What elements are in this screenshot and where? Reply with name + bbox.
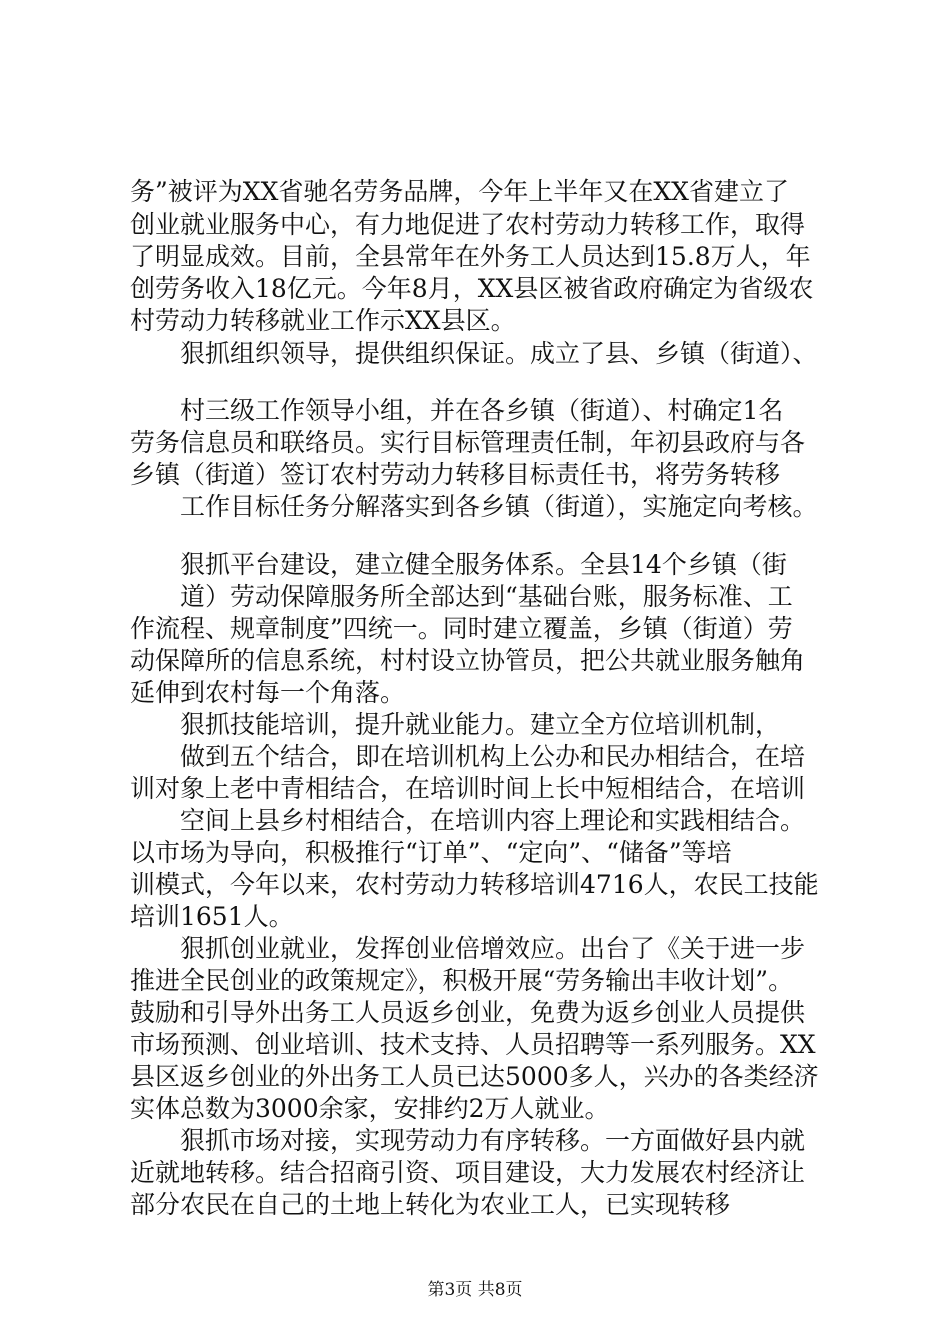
text-line: 了明显成效。目前，全县常年在外务工人员达到15.8万人，年 — [130, 242, 811, 271]
text-line: 村三级工作领导小组，并在各乡镇（街道）、村确定1名 — [180, 396, 784, 425]
text-line: 延伸到农村每一个角落。 — [130, 678, 406, 707]
text-line: 务”被评为XX省驰名劳务品牌，今年上半年又在XX省建立了 — [130, 177, 789, 206]
text-line: 做到五个结合，即在培训机构上公办和民办相结合，在培 — [180, 742, 806, 771]
text-line: 道）劳动保障服务所全部达到“基础台账，服务标准、工 — [180, 582, 793, 611]
text-line: 培训1651人。 — [130, 902, 294, 931]
text-line: 狠抓技能培训，提升就业能力。建立全方位培训机制， — [180, 710, 781, 739]
text-line: 工作目标任务分解落实到各乡镇（街道），实施定向考核。 — [180, 492, 818, 521]
text-line: 县区返乡创业的外出务工人员已达5000多人，兴办的各类经济 — [130, 1062, 819, 1091]
text-line: 狠抓组织领导，提供组织保证。成立了县、乡镇（街道）、 — [180, 339, 818, 368]
text-line: 训对象上老中青相结合，在培训时间上长中短相结合，在培训 — [130, 774, 806, 803]
page-number-footer: 第3页 共8页 — [427, 1280, 523, 1300]
text-line: 创劳务收入18亿元。今年8月，XX县区被省政府确定为省级农 — [130, 274, 814, 303]
text-line: 实体总数为3000余家，安排约2万人就业。 — [130, 1094, 610, 1123]
text-line: 乡镇（街道）签订农村劳动力转移目标责任书，将劳务转移 — [130, 460, 781, 489]
text-line: 鼓励和引导外出务工人员返乡创业，免费为返乡创业人员提供 — [130, 998, 806, 1027]
text-line: 部分农民在自己的土地上转化为农业工人，已实现转移 — [130, 1190, 731, 1219]
text-line: 空间上县乡村相结合，在培训内容上理论和实践相结合。 — [180, 806, 806, 835]
text-line: 狠抓平台建设，建立健全服务体系。全县14个乡镇（街 — [180, 550, 787, 579]
text-line: 近就地转移。结合招商引资、项目建设，大力发展农村经济让 — [130, 1158, 806, 1187]
text-line: 创业就业服务中心，有力地促进了农村劳动力转移工作，取得 — [130, 210, 806, 239]
text-line: 训模式，今年以来，农村劳动力转移培训4716人，农民工技能 — [130, 870, 819, 899]
text-line: 推进全民创业的政策规定》，积极开展“劳务输出丰收计划”。 — [130, 966, 794, 995]
text-line: 劳务信息员和联络员。实行目标管理责任制，年初县政府与各 — [130, 428, 806, 457]
text-line: 村劳动力转移就业工作示XX县区。 — [130, 306, 516, 335]
text-line: 市场预测、创业培训、技术支持、人员招聘等一系列服务。XX — [130, 1030, 816, 1059]
text-line: 以市场为导向，积极推行“订单”、“定向”、“储备”等培 — [130, 838, 732, 867]
text-line: 狠抓市场对接，实现劳动力有序转移。一方面做好县内就 — [180, 1126, 806, 1155]
text-line: 动保障所的信息系统，村村设立协管员，把公共就业服务触角 — [130, 646, 806, 675]
text-line: 作流程、规章制度”四统一。同时建立覆盖，乡镇（街道）劳 — [130, 614, 793, 643]
text-line: 狠抓创业就业，发挥创业倍增效应。出台了《关于进一步 — [180, 934, 806, 963]
